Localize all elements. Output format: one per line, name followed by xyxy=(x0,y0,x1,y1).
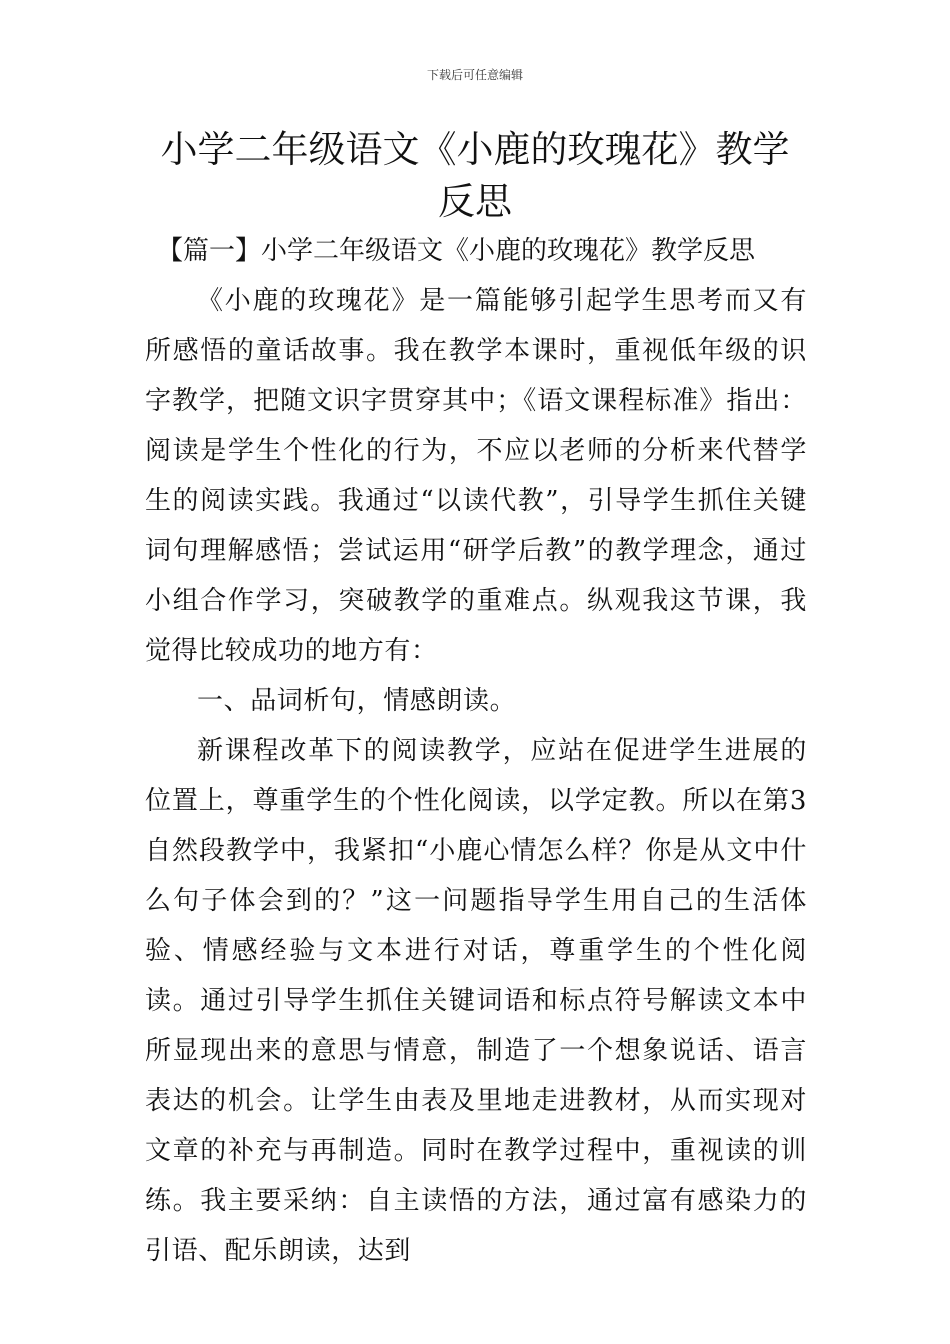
document-title: 小学二年级语文《小鹿的玫瑰花》教学反思 xyxy=(160,128,790,223)
paragraph-body: 新课程改革下的阅读教学，应站在促进学生进展的位置上，尊重学生的个性化阅读，以学定教。所以在第3自然段教学中，我紧扣“小鹿心情怎么样？你是从文中什么句子体会到的？”这一问题指导学生用自己的生活体验、情感经验与文本进行对话，尊重学生的个性化阅读。通过引导学生抓住关键词语和标点符号解读文本中所显现出来的意思与情意，制造了一个想象说话、语言表达的机会。让学生由表及里地走进教材，从而实现对文章的补充与再制造。同时在教学过程中，重视读的训练。我主要采纳：自主读悟的方法，通过富有感染力的引语、配乐朗读，达到 xyxy=(145,736,807,1266)
document-body xyxy=(145,226,807,1276)
paragraph-subheading: 一、品词析句，情感朗读。 xyxy=(197,686,517,716)
paragraph-intro: 《小鹿的玫瑰花》是一篇能够引起学生思考而又有所感悟的童话故事。我在教学本课时，重视低年级的识字教学，把随文识字贯穿其中；《语文课程标准》指出：阅读是学生个性化的行为，不应以老师的分析来代替学生的阅读实践。我通过“以读代教”，引导学生抓住关键词句理解感悟；尝试运用“研学后教”的教学理念，通过小组合作学习，突破教学的重难点。纵观我这节课，我觉得比较成功的地方有： xyxy=(145,286,807,666)
header-note: 下载后可任意编辑 xyxy=(426,68,523,82)
section-heading: 【篇一】小学二年级语文《小鹿的玫瑰花》教学反思 xyxy=(157,236,756,266)
